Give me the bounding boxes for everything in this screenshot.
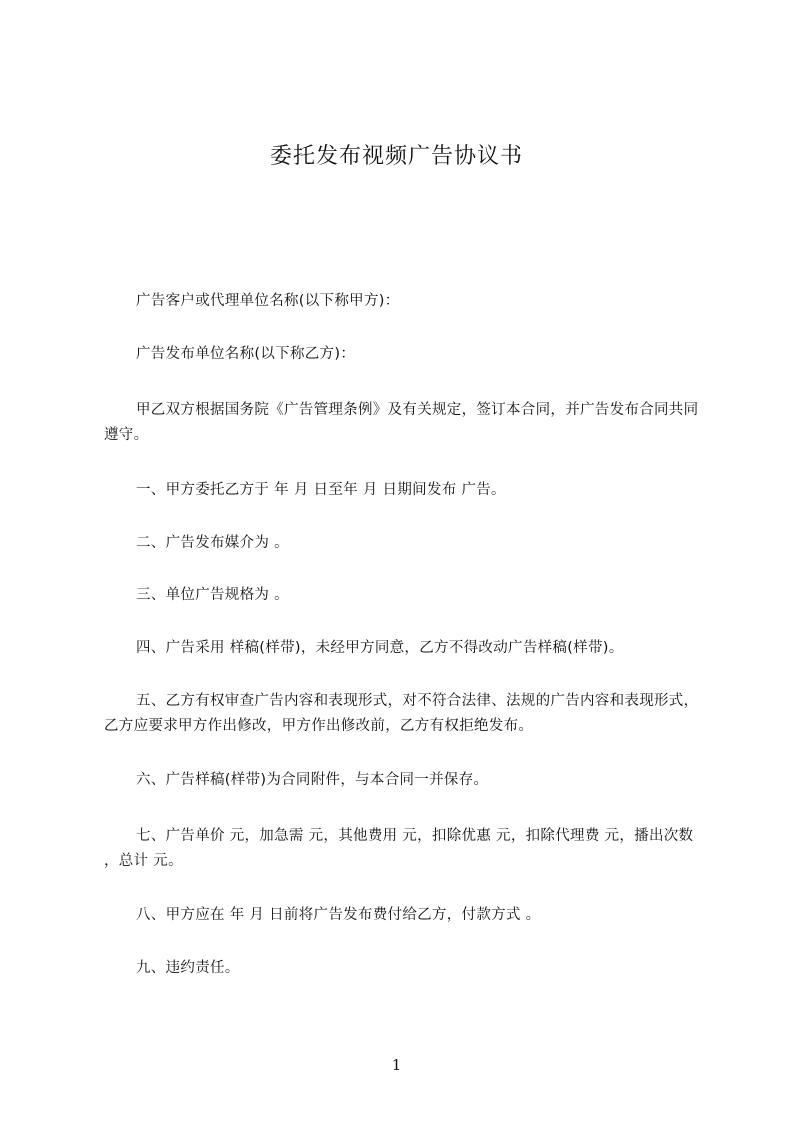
paragraph-clause-1: 一、甲方委托乙方于 年 月 日至年 月 日期间发布 广告。: [136, 482, 506, 498]
paragraph-clause-4: 四、广告采用 样稿(样带)，未经甲方同意，乙方不得改动广告样稿(样带)。: [136, 640, 624, 656]
document-title: 委托发布视频广告协议书: [269, 144, 523, 169]
paragraph-preamble: 甲乙双方根据国务院《广告管理条例》及有关规定，签订本合同，并广告发布合同共同遵守。: [104, 402, 699, 443]
paragraph-clause-8: 八、甲方应在 年 月 日前将广告发布费付给乙方，付款方式 。: [136, 907, 541, 923]
paragraph-party-b-name: 广告发布单位名称(以下称乙方)：: [136, 346, 356, 362]
page-number: 1: [391, 1056, 402, 1074]
paragraph-clause-5: 五、乙方有权审查广告内容和表现形式，对不符合法律、法规的广告内容和表现形式，乙方应要求甲方作出修改，甲方作出修改前，乙方有权拒绝发布。: [104, 693, 699, 734]
paragraph-clause-7: 七、广告单价 元，加急需 元，其他费用 元，扣除优惠 元，扣除代理费 元，播出次数 ，总计 元。: [104, 828, 694, 869]
paragraph-clause-9: 九、违约责任。: [136, 960, 240, 976]
paragraph-clause-2: 二、广告发布媒介为 。: [136, 535, 289, 551]
paragraph-clause-3: 三、单位广告规格为 。: [136, 587, 289, 603]
paragraph-party-a-name: 广告客户或代理单位名称(以下称甲方)：: [136, 293, 400, 309]
paragraph-clause-6: 六、广告样稿(样带)为合同附件，与本合同一并保存。: [136, 772, 489, 788]
